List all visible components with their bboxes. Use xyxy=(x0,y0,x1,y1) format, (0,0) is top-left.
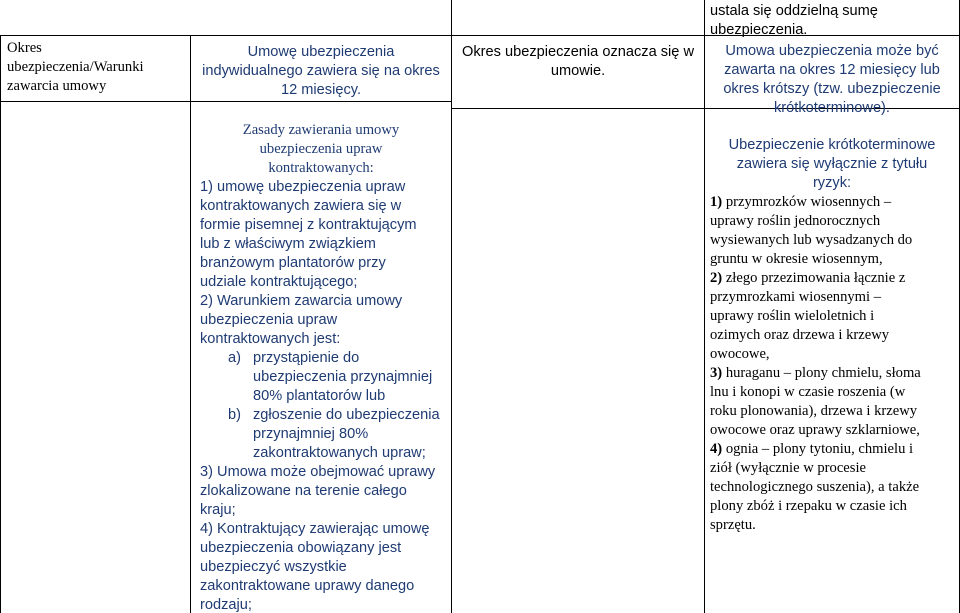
risk-number: 1) xyxy=(710,194,723,210)
text-line: umowie. xyxy=(550,63,606,79)
risk-text: owocowe oraz uprawy szklarniowe, xyxy=(710,422,920,438)
column-divider-2 xyxy=(451,0,452,613)
rule-item-line: lub z właściwym związkiem xyxy=(200,236,376,252)
carryover-line: ubezpieczenia. xyxy=(710,22,808,38)
risk-text: złego przezimowania łącznie z xyxy=(722,270,906,286)
text-line: zawarta na okres 12 miesięcy lub xyxy=(724,62,940,78)
row-label-line: ubezpieczenia/Warunki xyxy=(7,59,144,75)
risk-text: ziół (wyłącznie w procesie xyxy=(710,460,866,476)
risk-text: ognia – plony tytoniu, chmielu i xyxy=(722,441,914,457)
risk-list-line xyxy=(710,250,883,269)
risk-list-line xyxy=(710,212,880,231)
text-line: 12 miesięcy. xyxy=(280,82,362,98)
row-label-line: zawarcia umowy xyxy=(7,78,107,94)
risk-text: huraganu – plony chmielu, słoma xyxy=(722,365,921,381)
section-heading-line: kontraktowanych: xyxy=(268,160,374,176)
sub-item-line: przystąpienie do xyxy=(253,350,360,366)
section-heading-line: ryzyk: xyxy=(812,175,852,191)
rule-item-line: kontraktowanych zawiera się w xyxy=(200,198,402,214)
rule-item-line: 3) Umowa może obejmować uprawy xyxy=(200,464,436,480)
risk-list-line xyxy=(710,231,912,250)
table-left-border xyxy=(0,35,1,613)
risk-text: uprawy roślin wieloletnich i xyxy=(710,308,875,324)
text-line: Umowa ubezpieczenia może być xyxy=(725,43,939,59)
risk-text: roku plonowania), drzewa i krzewy xyxy=(710,403,918,419)
risk-list-line xyxy=(710,345,770,364)
section-heading-line: zawiera się wyłącznie z tytułu xyxy=(736,156,928,172)
risk-text: przymrozkami wiosennymi – xyxy=(710,289,882,305)
text-line: Okres ubezpieczenia oznacza się w xyxy=(462,44,694,60)
sub-item-line: zakontraktowanych upraw; xyxy=(253,445,426,461)
sub-item-line: ubezpieczenia przynajmniej xyxy=(253,369,433,385)
rule-item-line: 2) Warunkiem zawarcia umowy xyxy=(200,293,403,309)
sub-item-marker-a: a) xyxy=(228,350,241,366)
header-row-divider-left xyxy=(0,101,451,102)
rule-item-line: ubezpieczenia obowiązany jest xyxy=(200,540,402,556)
text-line: okres krótszy (tzw. ubezpieczenie xyxy=(723,81,941,97)
risk-list-line xyxy=(710,193,891,212)
risk-list-line xyxy=(710,402,917,421)
section-heading-line: ubezpieczenia upraw xyxy=(259,141,383,157)
risk-list-line xyxy=(710,459,866,478)
risk-list-line xyxy=(710,288,881,307)
row-label-line: Okres xyxy=(7,40,42,56)
risk-list-line xyxy=(710,497,907,516)
risk-text: plony zbóż i rzepaku w czasie ich xyxy=(710,498,907,514)
risk-list-line xyxy=(710,421,920,440)
risk-text: uprawy roślin jednorocznych xyxy=(710,213,881,229)
rule-item-line: udziale kontraktującego; xyxy=(200,274,358,290)
risk-list-line xyxy=(710,269,905,288)
risk-text: gruntu w okresie wiosennym, xyxy=(710,251,883,267)
section-heading-line: Zasady zawierania umowy xyxy=(242,122,400,138)
risk-list-line xyxy=(710,516,756,535)
rule-item-line: kraju; xyxy=(200,502,236,518)
rule-item-line: 1) umowę ubezpieczenia upraw xyxy=(200,179,406,195)
risk-text: wysiewanych lub wysadzanych do xyxy=(710,232,913,248)
rule-item-line: zlokalizowane na terenie całego xyxy=(200,483,407,499)
text-line: krótkoterminowe). xyxy=(774,100,890,116)
risk-text: lnu i konopi w czasie roszenia (w xyxy=(710,384,906,400)
rule-item-line: 4) Kontraktujący zawierając umowę xyxy=(200,521,430,537)
table-top-border xyxy=(0,35,960,36)
sub-item-line: zgłoszenie do ubezpieczenia xyxy=(253,407,440,423)
risk-text: przymrozków wiosennych – xyxy=(722,194,892,210)
rule-item-line: formie pisemnej z kontraktującym xyxy=(200,217,417,233)
risk-list-line xyxy=(710,364,921,383)
risk-list-line xyxy=(710,478,919,497)
rule-item-line: zakontraktowane uprawy danego xyxy=(200,578,415,594)
rule-item-line: branżowym plantatorów przy xyxy=(200,255,386,271)
text-line: indywidualnego zawiera się na okres xyxy=(202,63,440,79)
risk-list-line xyxy=(710,440,913,459)
rule-item-line: ubezpieczyć wszystkie xyxy=(200,559,347,575)
risk-number: 4) xyxy=(710,441,723,457)
risk-number: 2) xyxy=(710,270,723,286)
risk-text: owocowe, xyxy=(710,346,770,362)
sub-item-line: przynajmniej 80% xyxy=(253,426,369,442)
risk-text: sprzętu. xyxy=(710,517,756,533)
risk-number: 3) xyxy=(710,365,723,381)
text-line: Umowę ubezpieczenia xyxy=(247,44,395,60)
risk-list-line xyxy=(710,383,905,402)
sub-item-line: 80% plantatorów lub xyxy=(253,388,386,404)
rule-item-line: ubezpieczenia upraw xyxy=(200,312,338,328)
risk-list-line xyxy=(710,326,889,345)
rule-item-line: kontraktowanych jest: xyxy=(200,331,341,347)
carryover-line: ustala się oddzielną sumę xyxy=(710,3,878,19)
risk-text: technologicznego suszenia), a także xyxy=(710,479,920,495)
rule-item-line: rodzaju; xyxy=(200,597,252,613)
section-heading-line: Ubezpieczenie krótkoterminowe xyxy=(728,137,936,153)
risk-text: ozimych oraz drzewa i krzewy xyxy=(710,327,890,343)
risk-list-line xyxy=(710,307,874,326)
sub-item-marker-b: b) xyxy=(228,407,241,423)
